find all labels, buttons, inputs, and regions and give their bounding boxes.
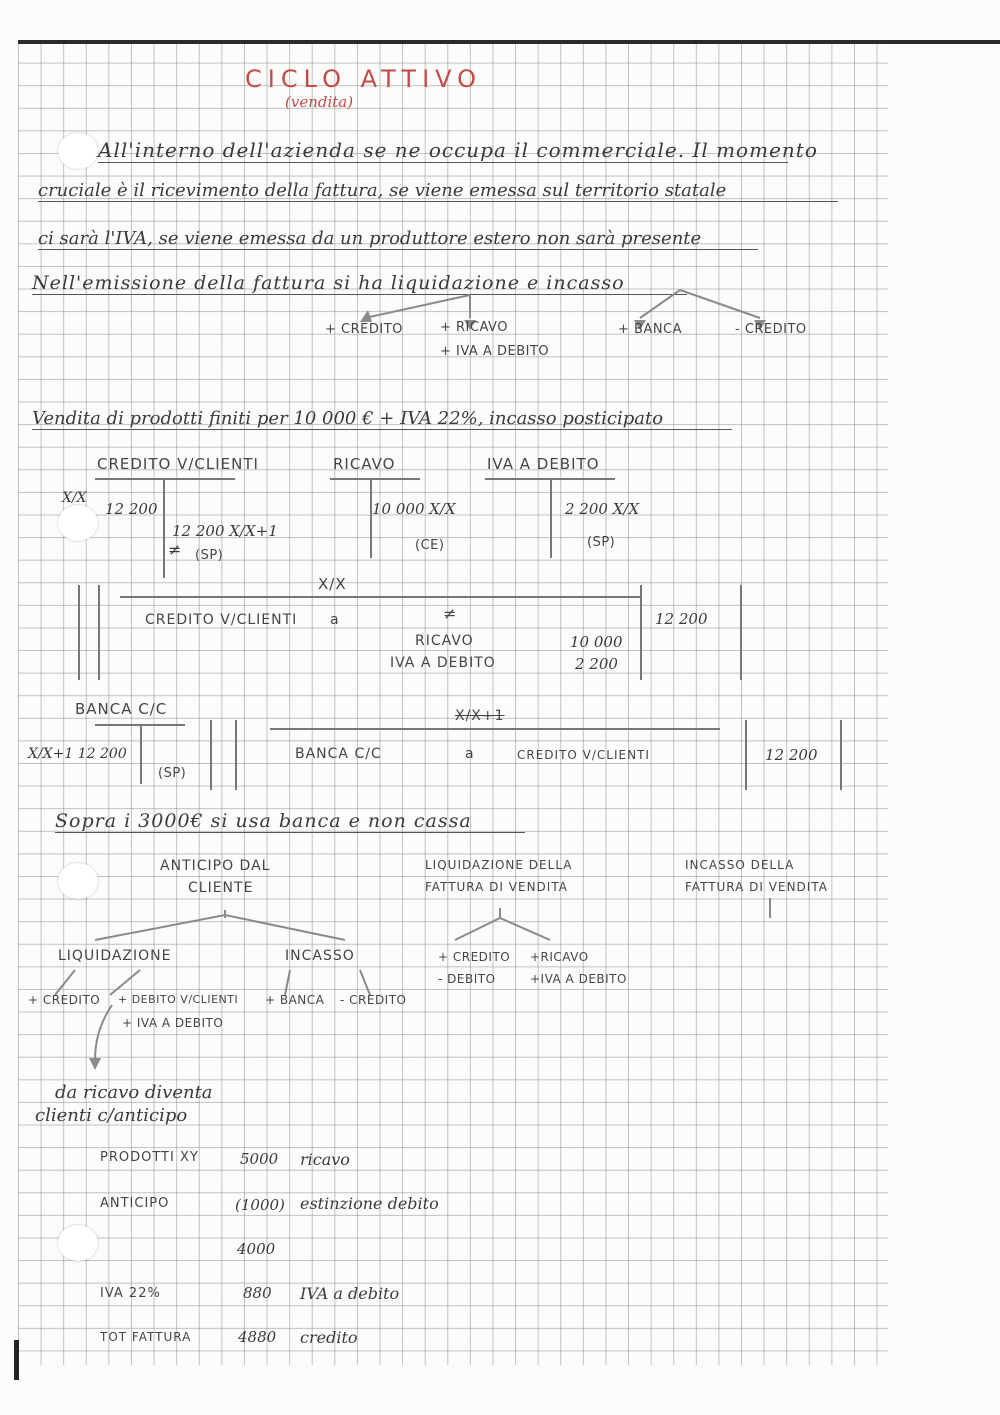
- effect-label: + RICAVO: [440, 320, 508, 335]
- effect-label: - CREDITO: [735, 322, 807, 337]
- invoice-note: estinzione debito: [300, 1194, 439, 1213]
- amount: 12 200: [105, 500, 158, 518]
- invoice-label: PRODOTTI XY: [100, 1150, 199, 1165]
- tree-leaf: - CREDITO: [340, 993, 407, 1007]
- amount: 10 000 X/X: [372, 500, 456, 518]
- journal-line: [270, 728, 720, 730]
- journal-date: X/X: [318, 575, 347, 593]
- t-account-line: [95, 478, 235, 480]
- invoice-note: credito: [300, 1328, 358, 1347]
- tree-node: FATTURA DI VENDITA: [425, 880, 568, 894]
- tree-node: INCASSO DELLA: [685, 858, 795, 872]
- tree-node: FATTURA DI VENDITA: [685, 880, 828, 894]
- example-title: Vendita di prodotti finiti per 10 000 € + IVA 22%, incasso posticipato: [32, 408, 732, 430]
- page-subtitle: (vendita): [285, 93, 354, 111]
- journal-line: [740, 585, 742, 680]
- t-account-header: RICAVO: [333, 455, 396, 473]
- tree-node: LIQUIDAZIONE: [58, 948, 172, 964]
- tree-leaf: + DEBITO V/CLIENTI: [118, 993, 239, 1006]
- journal-date: X/X+1: [455, 708, 505, 724]
- date: X/X: [62, 490, 87, 506]
- t-account-line: [550, 478, 552, 558]
- tree-leaf: + CREDITO: [438, 950, 511, 964]
- amount: 12 200 X/X+1: [172, 522, 278, 540]
- journal-line: [840, 720, 842, 790]
- paragraph-line: ci sarà l'IVA, se viene emessa da un produttore estero non sarà presente: [38, 228, 758, 250]
- journal-neq: ≠: [443, 604, 458, 623]
- tree-leaf: +RICAVO: [530, 950, 589, 964]
- journal-account: CREDITO V/CLIENTI: [517, 748, 650, 762]
- tree-leaf: +IVA A DEBITO: [530, 972, 627, 986]
- paragraph-line: Nell'emissione della fattura si ha liquidazione e incasso: [32, 272, 687, 295]
- invoice-label: TOT FATTURA: [100, 1330, 192, 1344]
- paragraph-line: All'interno dell'azienda se ne occupa il commerciale. Il momento: [98, 138, 818, 162]
- journal-line: [98, 585, 100, 680]
- t-account-line: [163, 478, 165, 578]
- amount: X/X+1 12 200: [28, 746, 127, 762]
- amount: 2 200 X/X: [565, 500, 640, 518]
- journal-amount: 12 200: [655, 610, 708, 628]
- journal-line: [235, 720, 237, 790]
- handwritten-note: clienti c/anticipo: [35, 1105, 188, 1126]
- journal-account: CREDITO V/CLIENTI: [145, 612, 298, 628]
- tree-node: INCASSO: [285, 948, 355, 964]
- effect-label: + IVA A DEBITO: [440, 344, 550, 359]
- journal-amount: 10 000: [570, 633, 623, 651]
- journal-amount: 2 200: [575, 655, 618, 673]
- invoice-label: ANTICIPO: [100, 1196, 170, 1211]
- t-account-header: CREDITO V/CLIENTI: [97, 455, 259, 473]
- paragraph-line: cruciale è il ricevimento della fattura, se viene emessa sul territorio statale: [38, 180, 838, 202]
- tree-leaf: + CREDITO: [28, 993, 101, 1007]
- t-account-header: BANCA C/C: [75, 700, 168, 718]
- tree-leaf: + IVA A DEBITO: [122, 1016, 224, 1030]
- invoice-label: IVA 22%: [100, 1286, 161, 1301]
- t-account-header: IVA A DEBITO: [487, 455, 600, 473]
- ce-label: (CE): [415, 538, 445, 553]
- sp-label: (SP): [158, 766, 187, 781]
- invoice-amount: (1000): [235, 1196, 285, 1214]
- invoice-amount: 880: [243, 1284, 272, 1302]
- journal-line: [210, 720, 212, 790]
- t-account-line: [330, 478, 420, 480]
- page-title: CICLO ATTIVO: [245, 65, 483, 93]
- effect-label: + CREDITO: [325, 322, 403, 337]
- invoice-note: IVA a debito: [300, 1284, 400, 1303]
- invoice-amount: 4000: [237, 1240, 276, 1258]
- t-account-line: [140, 724, 142, 784]
- journal-account: IVA A DEBITO: [390, 655, 496, 671]
- note: Sopra i 3000€ si usa banca e non cassa: [55, 810, 525, 833]
- invoice-amount: 4880: [238, 1328, 277, 1346]
- handwritten-note: da ricavo diventa: [55, 1082, 213, 1103]
- tree-node: CLIENTE: [188, 880, 254, 896]
- tree-leaf: + BANCA: [265, 993, 325, 1007]
- sp-label: (SP): [195, 548, 224, 563]
- neq-sign: ≠: [168, 540, 182, 559]
- journal-a: a: [465, 746, 475, 762]
- effect-label: + BANCA: [618, 322, 683, 337]
- journal-account: RICAVO: [415, 633, 474, 649]
- journal-line: [640, 585, 642, 680]
- invoice-note: ricavo: [300, 1150, 350, 1169]
- tree-node: ANTICIPO DAL: [160, 858, 271, 874]
- journal-account: BANCA C/C: [295, 746, 382, 762]
- journal-line: [745, 720, 747, 790]
- journal-line: [120, 596, 640, 598]
- sp-label: (SP): [587, 535, 616, 550]
- t-account-line: [370, 478, 372, 558]
- invoice-amount: 5000: [240, 1150, 279, 1168]
- journal-a: a: [330, 612, 340, 628]
- journal-line: [78, 585, 80, 680]
- tree-leaf: - DEBITO: [438, 972, 496, 986]
- tree-node: LIQUIDAZIONE DELLA: [425, 858, 573, 872]
- journal-amount: 12 200: [765, 746, 818, 764]
